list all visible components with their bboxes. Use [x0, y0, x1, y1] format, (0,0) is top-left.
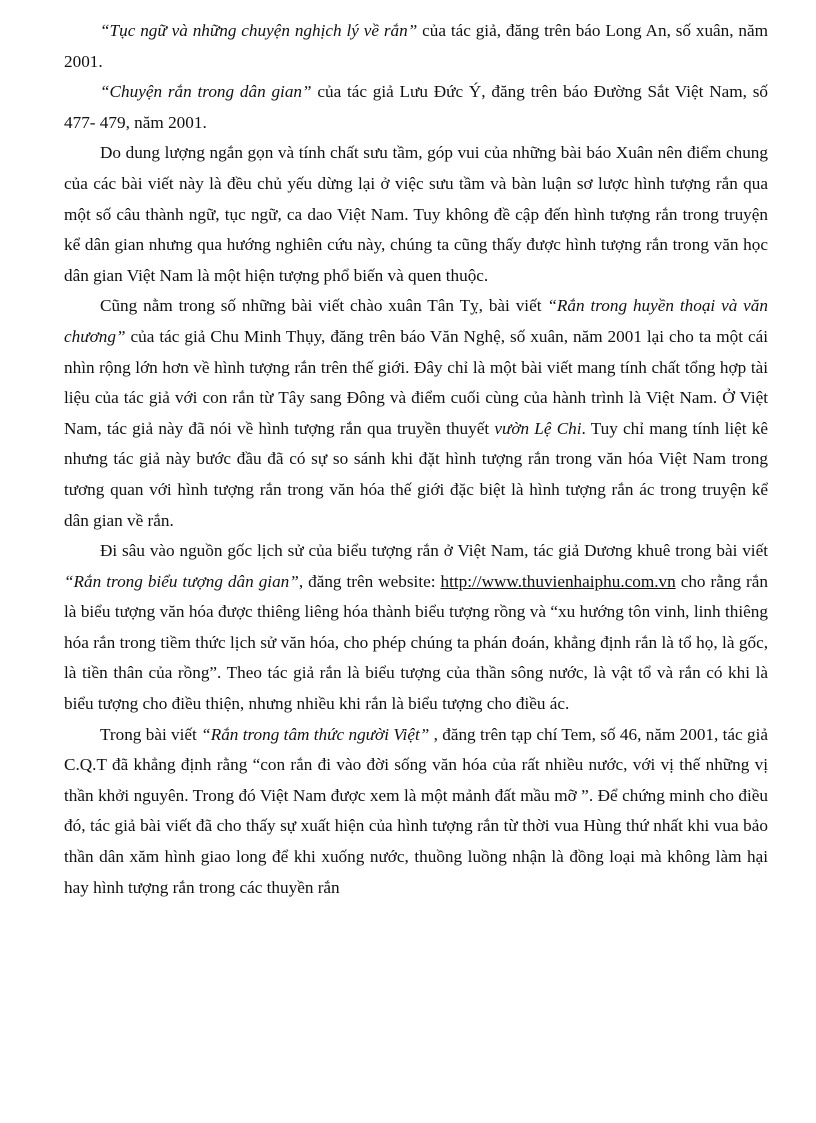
- paragraph-text: của tác giả Chu Minh Thụy, đăng trên báo Văn Nghệ, số xuân, năm 2001 lại cho ta một cái nhìn rộng lớn hơn về hình tượng rắn trên thế giới. Đây chỉ là một bài viết mang tính chất tổng hợp tài liệu của tác giả với con rắn từ Tây sang Đông và điểm cuối cùng của hành trình là Việt Nam. Ở Việt Nam, tác giả này đã nói về hình tượng rắn qua truyền thuyết: [64, 326, 768, 438]
- paragraph-text: của tác giả, đăng trên báo Long An, số xuân, năm 2001.: [64, 21, 769, 71]
- paragraph-text: Do dung lượng ngắn gọn và tính chất sưu tầm, góp vui của những bài báo Xuân nên điểm chung của các bài viết này là đều chủ yếu dừng lại ở việc sưu tầm và bàn luận sơ lược hình tượng rắn qua một số câu thành ngữ, tục ngữ, ca dao Việt Nam. Tuy không đề cập đến hình tượng rắn trong truyện kể dân gian nhưng qua hướng nghiên cứu này, chúng ta cũng thấy được hình tượng rắn trong văn học dân gian Việt Nam là một hiện tượng phổ biến và quen thuộc.: [64, 143, 768, 285]
- paragraph-text: . Tuy chỉ mang tính liệt kê nhưng tác giả này bước đầu đã có sự so sánh khi đặt hình tượng rắn trong văn hóa Việt Nam trong tương quan với hình tượng rắn trong văn hóa thế giới đặc biệt là hình tượng rắn ác trong truyện kể dân gian về rắn.: [64, 418, 769, 530]
- legend-name: vườn Lệ Chi: [494, 418, 582, 438]
- article-title: “Rắn trong huyền thoại và văn chương”: [64, 296, 768, 346]
- website-link[interactable]: http://www.thuvienhaiphu.com.vn: [440, 571, 676, 591]
- paragraph-text: Trong bài viết: [100, 724, 202, 744]
- document-body: [64, 16, 768, 903]
- paragraph-text: của tác giả Lưu Đức Ý, đăng trên báo Đường Sắt Việt Nam, số 477- 479, năm 2001.: [64, 82, 768, 132]
- article-title: “Rắn trong tâm thức người Việt”: [201, 724, 430, 744]
- paragraph-text: , đăng trên tạp chí Tem, số 46, năm 2001, tác giả C.Q.T đã khẳng định rằng “con rắn đi vào đời sống văn hóa của rất nhiều nước, với vị thế những vị thần khởi nguyên. Trong đó Việt Nam được xem là một mảnh đất mầu mỡ ”. Để chứng minh cho điều đó, tác giả bài viết đã cho thấy sự xuất hiện của hình tượng rắn từ thời vua Hùng thứ nhất khi vua bảo thần dân xăm hình giao long để khi xuống nước, thuồng luồng nhận là đồng loại mà không làm hại hay hình tượng rắn trong các thuyền rắn: [64, 724, 768, 897]
- paragraph-3: [64, 138, 768, 291]
- paragraph-4: [64, 291, 768, 536]
- paragraph-text: Đi sâu vào nguồn gốc lịch sử của biểu tượng rắn ở Việt Nam, tác giả Dương khuê trong bài viết: [100, 541, 768, 561]
- paragraph-5: [64, 536, 768, 720]
- paragraph-6: [64, 720, 768, 904]
- article-title: “Tục ngữ và những chuyện nghịch lý về rắn”: [100, 21, 418, 40]
- paragraph-text: cho rằng rắn là biểu tượng văn hóa được thiêng liêng hóa thành biểu tượng rồng và “xu hướng tôn vinh, linh thiêng hóa rắn trong tiềm thức lịch sử văn hóa, cho phép chúng ta phán đoán, khẳng định rắn là tổ họ, là gốc, là tiền thân của rồng”. Theo tác giả rắn là biểu tượng của thần sông nước, là vật tổ và rắn có khi là biểu tượng cho điều thiện, nhưng nhiều khi rắn là biểu tượng cho điều ác.: [64, 571, 768, 714]
- paragraph-text: Cũng nằm trong số những bài viết chào xuân Tân Tỵ, bài viết: [100, 296, 548, 316]
- article-title: “Rắn trong biểu tượng dân gian”: [64, 571, 299, 591]
- article-title: “Chuyện rắn trong dân gian”: [100, 82, 312, 102]
- paragraph-text: , đăng trên website:: [298, 571, 441, 591]
- paragraph-1: [64, 16, 768, 77]
- paragraph-2: [64, 77, 768, 138]
